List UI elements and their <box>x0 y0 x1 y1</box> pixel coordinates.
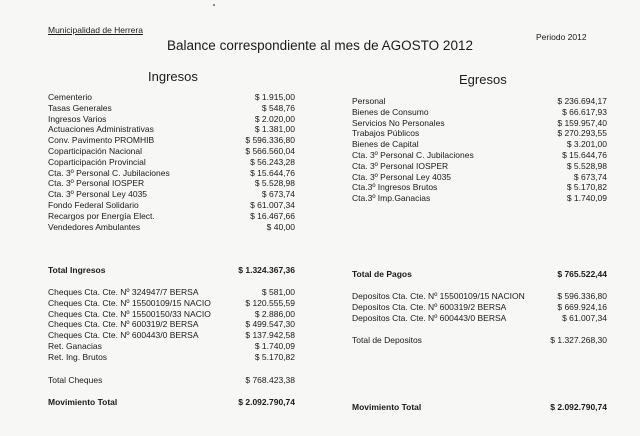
ingreso-row-label: Cta. 3º Personal C. Jubilaciones <box>48 167 170 178</box>
egreso-row-amount: $ 15.644,76 <box>562 150 607 160</box>
total-row-label: Total de Depositos <box>352 335 422 345</box>
egreso-row-amount: $ 673,74 <box>573 171 607 182</box>
cheque-row-label: Ret. Ing. Brutos <box>48 351 108 362</box>
egreso-row-label: Cta.3º Ingresos Brutos <box>352 182 438 193</box>
egreso-row-label: Cta. 3º Personal IOSPER <box>352 160 449 171</box>
cheque-row-amount: $ 581,00 <box>261 287 295 297</box>
total-row-label: Total Cheques <box>48 375 103 385</box>
deposito-row-amount: $ 669.924,16 <box>557 301 607 312</box>
deposito-row-amount: $ 596.336,80 <box>557 291 607 301</box>
total-row-amount: $ 2.092.790,74 <box>238 397 295 407</box>
egreso-row-amount: $ 236.694,17 <box>557 96 607 106</box>
cheque-row-amount: $ 499.547,30 <box>245 319 295 330</box>
ingreso-row-amount: $ 5.528,98 <box>254 178 295 189</box>
ingreso-row-amount: $ 1.381,00 <box>254 124 295 135</box>
total-row-label: Movimiento Total <box>352 402 422 412</box>
ingreso-row-amount: $ 15.644,76 <box>250 167 295 178</box>
egreso-row-label: Bienes de Consumo <box>352 106 429 117</box>
egreso-row-amount: $ 270.293,55 <box>557 128 607 139</box>
ingreso-row-label: Recargos por Energía Elect. <box>48 210 155 221</box>
egreso-row-label: Servicios No Personales <box>352 117 445 128</box>
ingreso-row-amount: $ 1.915,00 <box>254 92 295 102</box>
ingreso-row-label: Cementerio <box>48 92 92 102</box>
ingreso-row-label: Conv. Pavimento PROMHIB <box>48 135 155 146</box>
total-row-amount: $ 1.327.268,30 <box>550 335 607 345</box>
page-title: Balance correspondiente al mes de AGOSTO 2012 <box>167 38 473 53</box>
cheque-row-amount: $ 2.886,00 <box>254 308 295 319</box>
cheque-row-label: Cheques Cta. Cte. Nº 600443/0 BERSA <box>48 330 199 341</box>
cheque-row-amount: $ 1.740,09 <box>254 341 295 351</box>
egreso-row-amount: $ 66.617,93 <box>562 106 607 117</box>
ingreso-row-amount: $ 596.336,80 <box>245 135 295 146</box>
total-row-amount: $ 765.522,44 <box>557 269 607 279</box>
egreso-row-label: Cta. 3º Personal Ley 4035 <box>352 171 452 182</box>
egreso-row-label: Trabajos Públicos <box>352 128 420 139</box>
egreso-row-amount: $ 1.740,09 <box>566 193 607 204</box>
cheque-row-label: Cheques Cta. Cte. Nº 600319/2 BERSA <box>48 319 199 330</box>
ingreso-row-label: Cta. 3º Personal IOSPER <box>48 178 145 189</box>
ingreso-row-label: Ingresos Varios <box>48 113 107 124</box>
total-row-label: Total Ingresos <box>48 265 106 275</box>
egreso-row-amount: $ 3.201,00 <box>566 139 607 150</box>
cheque-row-amount: $ 5.170,82 <box>254 351 295 362</box>
ingresos-heading: Ingresos <box>148 69 198 84</box>
ingreso-row-amount: $ 40,00 <box>266 221 295 232</box>
cheque-row-amount: $ 120.555,59 <box>245 297 295 308</box>
ingreso-row-label: Actuaciones Administrativas <box>48 124 154 135</box>
ingreso-row-amount: $ 16.467,66 <box>250 210 295 221</box>
cheque-row-amount: $ 137.942,58 <box>245 330 295 341</box>
scan-dot <box>213 4 215 6</box>
cheque-row-label: Cheques Cta. Cte. Nº 324947/7 BERSA <box>48 287 199 297</box>
ingreso-row-amount: $ 673,74 <box>261 189 295 200</box>
deposito-row-label: Depositos Cta. Cte. Nº 15500109/15 NACION <box>352 291 525 301</box>
deposito-row-amount: $ 61.007,34 <box>562 312 607 323</box>
egreso-row-amount: $ 5.170,82 <box>566 182 607 193</box>
ingreso-row-label: Tasas Generales <box>48 102 112 113</box>
ingreso-row-label: Vendedores Ambulantes <box>48 221 141 232</box>
total-row-amount: $ 768.423,38 <box>245 375 295 385</box>
egreso-row-amount: $ 159.957,40 <box>557 117 607 128</box>
egreso-row-label: Bienes de Capital <box>352 139 419 150</box>
ingreso-row-label: Fondo Federal Solidario <box>48 200 139 210</box>
period-label: Periodo 2012 <box>536 32 587 42</box>
ingreso-row-amount: $ 2.020,00 <box>254 113 295 124</box>
total-row-label: Total de Pagos <box>352 269 412 279</box>
ingreso-row-amount: $ 548,76 <box>261 102 295 113</box>
egreso-row-label: Cta. 3º Personal C. Jubilaciones <box>352 150 474 160</box>
deposito-row-label: Depositos Cta. Cte. Nº 600319/2 BERSA <box>352 301 507 312</box>
cheque-row-label: Ret. Ganacias <box>48 341 102 351</box>
cheque-row-label: Cheques Cta. Cte. Nº 15500150/33 NACIO <box>48 308 211 319</box>
ingreso-row-label: Cta. 3º Personal Ley 4035 <box>48 189 148 200</box>
municipality-name: Municipalidad de Herrera <box>48 25 143 35</box>
cheque-row-label: Cheques Cta. Cte. Nº 15500109/15 NACIO <box>48 297 211 308</box>
egreso-row-label: Cta.3º Imp.Ganacias <box>352 193 431 204</box>
total-row-amount: $ 2.092.790,74 <box>550 402 607 412</box>
ingreso-row-amount: $ 566.560,04 <box>245 146 295 156</box>
egreso-row-label: Personal <box>352 96 386 106</box>
ingreso-row-label: Coparticipación Nacional <box>48 146 143 156</box>
egresos-heading: Egresos <box>459 72 507 87</box>
total-row-label: Movimiento Total <box>48 397 118 407</box>
egreso-row-amount: $ 5.528,98 <box>566 160 607 171</box>
ingreso-row-label: Coparticipación Provincial <box>48 156 146 167</box>
ingreso-row-amount: $ 61.007,34 <box>250 200 295 210</box>
deposito-row-label: Depositos Cta. Cte. Nº 600443/0 BERSA <box>352 312 507 323</box>
total-row-amount: $ 1.324.367,36 <box>238 265 295 275</box>
ingreso-row-amount: $ 56.243,28 <box>250 156 295 167</box>
